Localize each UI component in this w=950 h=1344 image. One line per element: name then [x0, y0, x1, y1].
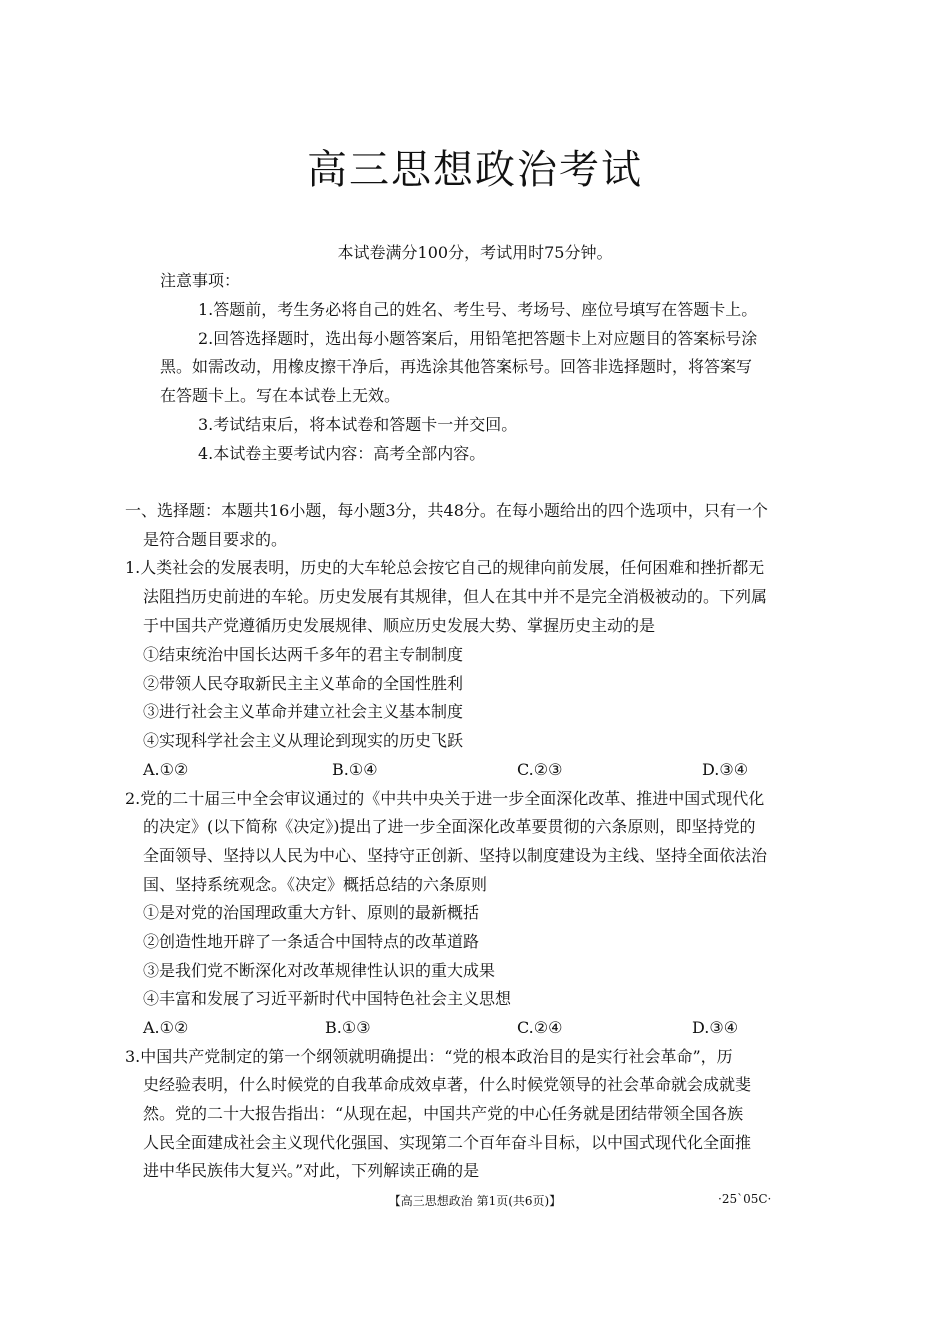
question-1-item: ②带领人民夺取新民主主义革命的全国性胜利: [143, 674, 464, 693]
question-2-item: ④丰富和发展了习近平新时代中国特色社会主义思想: [143, 989, 512, 1008]
question-1-option-a: A.①②: [143, 760, 189, 779]
question-1-item: ①结束统治中国长达两千多年的君主专制制度: [143, 645, 464, 664]
notice-line: 4.本试卷主要考试内容：高考全部内容。: [198, 444, 486, 463]
exam-code: ·25`05C·: [718, 1192, 772, 1206]
question-2-option-c: C.②④: [517, 1018, 563, 1037]
question-2-item: ②创造性地开辟了一条适合中国特点的改革道路: [143, 932, 480, 951]
question-3-stem: 史经验表明，什么时候党的自我革命成效卓著，什么时候党领导的社会革命就会成就斐: [143, 1075, 752, 1094]
question-3-stem: 3.中国共产党制定的第一个纲领就明确提出：“党的根本政治目的是实行社会革命”，历: [125, 1047, 733, 1066]
notice-line: 2.回答选择题时，选出每小题答案后，用铅笔把答题卡上对应题目的答案标号涂: [198, 329, 758, 348]
question-3-stem: 进中华民族伟大复兴。”对此，下列解读正确的是: [143, 1161, 480, 1180]
question-2-stem: 国、坚持系统观念。《决定》概括总结的六条原则: [143, 875, 488, 894]
notice-line: 3.考试结束后，将本试卷和答题卡一并交回。: [198, 415, 518, 434]
notice-line: 1.答题前，考生务必将自己的姓名、考生号、考场号、座位号填写在答题卡上。: [198, 300, 758, 319]
question-2-item: ③是我们党不断深化对改革规律性认识的重大成果: [143, 961, 496, 980]
question-2-option-d: D.③④: [692, 1018, 739, 1037]
question-3-stem: 然。党的二十大报告指出：“从现在起，中国共产党的中心任务就是团结带领全国各族: [143, 1104, 744, 1123]
question-1-option-d: D.③④: [702, 760, 749, 779]
question-3-stem: 人民全面建成社会主义现代化强国、实现第二个百年奋斗目标，以中国式现代化全面推: [143, 1133, 752, 1152]
question-1-stem: 1.人类社会的发展表明，历史的大车轮总会按它自己的规律向前发展，任何困难和挫折都无: [125, 558, 765, 577]
page-footer: 【高三思想政治 第1页(共6页)】: [388, 1194, 562, 1208]
notice-line: 黑。如需改动，用橡皮擦干净后，再选涂其他答案标号。回答非选择题时，将答案写: [160, 357, 753, 376]
question-1-item: ④实现科学社会主义从理论到现实的历史飞跃: [143, 731, 464, 750]
question-1-option-b: B.①④: [332, 760, 378, 779]
question-2-stem: 2.党的二十届三中全会审议通过的《中共中央关于进一步全面深化改革、推进中国式现代化: [125, 789, 765, 808]
notice-heading: 注意事项：: [160, 271, 241, 290]
question-1-item: ③进行社会主义革命并建立社会主义基本制度: [143, 702, 464, 721]
section-heading-cont: 是符合题目要求的。: [143, 530, 288, 549]
question-2-stem: 的决定》(以下简称《决定》)提出了进一步全面深化改革要贯彻的六条原则，即坚持党的: [143, 817, 756, 836]
notice-line: 在答题卡上。写在本试卷上无效。: [160, 386, 401, 405]
page-title: 高三思想政治考试: [307, 147, 643, 193]
exam-intro: 本试卷满分100分，考试用时75分钟。: [337, 243, 613, 262]
question-1-option-c: C.②③: [517, 760, 563, 779]
question-2-option-a: A.①②: [143, 1018, 189, 1037]
section-heading: 一、选择题：本题共16小题，每小题3分，共48分。在每小题给出的四个选项中，只有一个: [125, 501, 768, 520]
question-2-item: ①是对党的治国理政重大方针、原则的最新概括: [143, 903, 480, 922]
question-2-option-b: B.①③: [325, 1018, 371, 1037]
question-1-stem: 法阻挡历史前进的车轮。历史发展有其规律，但人在其中并不是完全消极被动的。下列属: [143, 587, 768, 606]
question-2-stem: 全面领导、坚持以人民为中心、坚持守正创新、坚持以制度建设为主线、坚持全面依法治: [143, 846, 768, 865]
question-1-stem: 于中国共产党遵循历史发展规律、顺应历史发展大势、掌握历史主动的是: [143, 616, 656, 635]
